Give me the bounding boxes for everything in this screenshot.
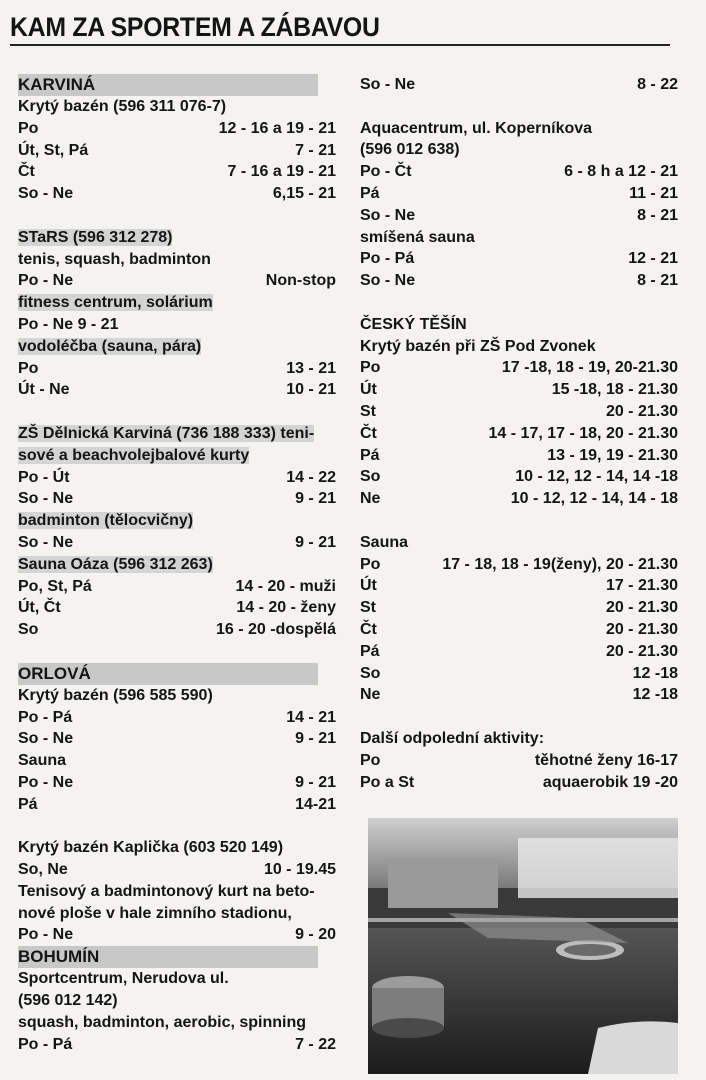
schedule-row: [360, 772, 678, 794]
schedule-hours: 20 - 21.30: [605, 642, 678, 660]
schedule-hours: 9 - 21: [295, 490, 336, 508]
text-line: [18, 423, 336, 445]
schedule-hours: 6,15 - 21: [272, 185, 336, 203]
venue-label: Aquacentrum, ul. Koperníkova: [360, 119, 593, 137]
schedule-days: So - Ne: [18, 533, 74, 551]
schedule-days: Po: [18, 119, 39, 137]
schedule-days: St: [360, 599, 376, 617]
title-divider: [10, 44, 670, 46]
venue-label: ČESKÝ TĚŠÍN: [360, 315, 467, 333]
venue-label: STaRS (596 312 278): [18, 228, 173, 246]
schedule-row: [360, 750, 678, 772]
schedule-row: [360, 357, 678, 379]
schedule-row: [360, 597, 678, 619]
schedule-days: So - Ne: [18, 730, 74, 748]
venue-label: nové ploše v hale zimního stadionu,: [18, 904, 292, 922]
schedule-days: Po: [360, 751, 381, 769]
schedule-row: [18, 794, 336, 816]
schedule-hours: 17 - 21.30: [605, 577, 678, 595]
text-line: [360, 728, 678, 750]
spacer: [360, 292, 678, 314]
schedule-days: Út, St, Pá: [18, 141, 89, 159]
schedule-days: Út, Čt: [18, 599, 61, 617]
schedule-hours: 14 - 17, 17 - 18, 20 - 21.30: [488, 424, 678, 442]
text-line: [18, 96, 336, 118]
schedule-days: Po - Pá: [360, 250, 415, 268]
venue-label: Sauna: [18, 752, 67, 770]
schedule-hours: 8 - 21: [637, 206, 678, 224]
text-line: [360, 532, 678, 554]
schedule-days: So - Ne: [360, 206, 416, 224]
schedule-row: [18, 728, 336, 750]
schedule-row: [18, 707, 336, 729]
text-line: [360, 336, 678, 358]
schedule-row: [360, 74, 678, 96]
schedule-days: Pá: [360, 642, 380, 660]
schedule-hours: 13 - 21: [286, 359, 336, 377]
schedule-row: [360, 445, 678, 467]
schedule-days: Út - Ne: [18, 381, 70, 399]
schedule-hours: 11 - 21: [629, 184, 678, 202]
schedule-hours: 20 - 21.30: [605, 620, 678, 638]
schedule-hours: těhotné ženy 16-17: [534, 751, 678, 769]
schedule-days: So: [18, 621, 39, 639]
left-column: [18, 74, 336, 1055]
schedule-days: Po - Čt: [360, 163, 412, 181]
region-heading-karvina: KARVINÁ: [18, 74, 318, 96]
text-line: [18, 685, 336, 707]
schedule-hours: 12 - 21: [628, 250, 678, 268]
text-line: [360, 314, 678, 336]
schedule-days: Ne: [360, 686, 381, 704]
schedule-row: [18, 859, 336, 881]
schedule-row: [360, 641, 678, 663]
schedule-row: [360, 183, 678, 205]
schedule-days: Po - Út: [18, 468, 70, 486]
schedule-hours: 8 - 22: [637, 76, 678, 93]
schedule-days: So - Ne: [18, 185, 74, 203]
schedule-hours: 12 -18: [632, 664, 678, 682]
schedule-row: [360, 488, 678, 510]
schedule-days: Po - Pá: [18, 708, 73, 726]
page-title: KAM ZA SPORTEM A ZÁBAVOU: [10, 12, 380, 42]
schedule-hours: 15 -18, 18 - 21.30: [551, 381, 678, 399]
pool-photo: [368, 818, 678, 1074]
spacer: [18, 641, 336, 663]
schedule-days: So - Ne: [360, 76, 416, 93]
schedule-row: [18, 270, 336, 292]
schedule-hours: 10 - 12, 12 - 14, 14 - 18: [510, 490, 678, 508]
schedule-row: [18, 379, 336, 401]
schedule-hours: 17 - 18, 18 - 19(ženy), 20 - 21.30: [442, 555, 678, 573]
venue-label: smíšená sauna: [360, 228, 475, 246]
text-line: [18, 1012, 336, 1034]
venue-label: Sauna Oáza (596 312 263): [18, 555, 213, 573]
schedule-days: Po - Ne 9 - 21: [18, 315, 119, 333]
venue-label: Krytý bazén (596 311 076-7): [18, 98, 227, 115]
text-line: [18, 881, 336, 903]
schedule-days: Po: [18, 359, 39, 377]
schedule-hours: 10 - 21: [286, 381, 336, 399]
spacer: [360, 96, 678, 118]
venue-label: tenis, squash, badminton: [18, 250, 211, 268]
spacer: [360, 706, 678, 728]
schedule-row: [18, 532, 336, 554]
schedule-hours: 7 - 16 a 19 - 21: [227, 163, 336, 181]
venue-label: Další odpolední aktivity:: [360, 729, 545, 747]
text-line: [18, 249, 336, 271]
schedule-hours: 20 - 21.30: [605, 599, 678, 617]
schedule-row: [18, 358, 336, 380]
text-line: [18, 227, 336, 249]
schedule-days: So: [360, 664, 381, 682]
schedule-days: Po - Ne: [18, 926, 74, 944]
schedule-row: [360, 205, 678, 227]
schedule-row: [18, 772, 336, 794]
spacer: [18, 401, 336, 423]
schedule-days: Po - Pá: [18, 1035, 73, 1053]
schedule-hours: 9 - 20: [295, 926, 336, 944]
schedule-row: [360, 161, 678, 183]
schedule-row: [360, 554, 678, 576]
schedule-row: [360, 663, 678, 685]
schedule-row: [18, 576, 336, 598]
schedule-days: Čt: [360, 620, 377, 638]
schedule-hours: 14 - 20 - ženy: [236, 599, 336, 617]
schedule-row: [18, 467, 336, 489]
schedule-hours: 14 - 20 - muži: [235, 577, 336, 595]
schedule-days: Čt: [360, 424, 377, 442]
text-line: [360, 118, 678, 140]
schedule-row: [18, 619, 336, 641]
venue-label: ZŠ Dělnická Karviná (736 188 333) teni-: [18, 424, 315, 442]
schedule-hours: 17 -18, 18 - 19, 20-21.30: [501, 359, 678, 377]
schedule-row: [360, 379, 678, 401]
text-line: [360, 227, 678, 249]
text-line: [18, 903, 336, 925]
indoor-pool-image: [368, 818, 678, 1074]
region-heading-orlova: ORLOVÁ: [18, 663, 318, 685]
text-line: [18, 554, 336, 576]
schedule-hours: 14 - 21: [286, 708, 336, 726]
venue-label: Sauna: [360, 533, 409, 551]
schedule-hours: 14-21: [295, 795, 336, 813]
schedule-hours: 8 - 21: [637, 272, 678, 290]
schedule-days: Po: [360, 555, 381, 573]
schedule-hours: 12 -18: [632, 686, 678, 704]
schedule-row: [360, 684, 678, 706]
schedule-row: [18, 161, 336, 183]
schedule-hours: 12 - 16 a 19 - 21: [218, 119, 336, 137]
schedule-days: Pá: [360, 184, 380, 202]
schedule-days: So - Ne: [360, 272, 416, 290]
schedule-hours: 7 - 22: [295, 1035, 336, 1053]
schedule-days: Út: [360, 577, 377, 595]
right-column: [360, 74, 678, 793]
venue-label: badminton (tělocvičny): [18, 512, 194, 530]
venue-label: squash, badminton, aerobic, spinning: [18, 1013, 307, 1031]
schedule-row: [18, 118, 336, 140]
venue-label: Sportcentrum, Nerudova ul.: [18, 970, 229, 988]
schedule-row: [18, 488, 336, 510]
venue-label: vodoléčba (sauna, pára): [18, 337, 202, 355]
schedule-row: [360, 401, 678, 423]
text-line: [18, 510, 336, 532]
schedule-hours: Non-stop: [265, 272, 336, 290]
schedule-row: [360, 619, 678, 641]
schedule-hours: 7 - 21: [295, 141, 336, 159]
schedule-hours: 10 - 12, 12 - 14, 14 -18: [515, 468, 678, 486]
schedule-row: [18, 140, 336, 162]
text-line: [18, 990, 336, 1012]
venue-label: (596 012 142): [18, 992, 118, 1010]
text-line: [360, 139, 678, 161]
schedule-hours: 9 - 21: [295, 533, 336, 551]
schedule-row: [18, 924, 336, 946]
venue-label: Krytý bazén (596 585 590): [18, 686, 213, 704]
schedule-days: So, Ne: [18, 861, 68, 879]
schedule-hours: aquaerobik 19 -20: [542, 773, 678, 791]
schedule-days: Po: [360, 359, 381, 377]
schedule-row: [360, 248, 678, 270]
schedule-row: [360, 270, 678, 292]
schedule-row: [18, 314, 336, 336]
spacer: [18, 816, 336, 838]
schedule-days: Čt: [18, 163, 35, 181]
schedule-row: [18, 597, 336, 619]
schedule-days: Pá: [360, 446, 380, 464]
schedule-row: [18, 183, 336, 205]
spacer: [360, 510, 678, 532]
venue-label: sové a beachvolejbalové kurty: [18, 446, 250, 464]
schedule-hours: 9 - 21: [295, 730, 336, 748]
schedule-hours: 20 - 21.30: [605, 402, 678, 420]
schedule-days: Út: [360, 381, 377, 399]
schedule-row: [360, 466, 678, 488]
venue-label: Krytý bazén při ZŠ Pod Zvonek: [360, 337, 596, 355]
venue-label: fitness centrum, solárium: [18, 294, 213, 312]
schedule-days: So: [360, 468, 381, 486]
schedule-row: [18, 1034, 336, 1056]
schedule-days: Po - Ne: [18, 773, 74, 791]
schedule-days: So - Ne: [18, 490, 74, 508]
text-line: [18, 292, 336, 314]
schedule-days: Po - Ne: [18, 272, 74, 290]
schedule-days: Po, St, Pá: [18, 577, 92, 595]
text-line: [18, 336, 336, 358]
schedule-days: Ne: [360, 490, 381, 508]
region-heading-bohumin: BOHUMÍN: [18, 946, 318, 968]
schedule-hours: 16 - 20 -dospělá: [215, 621, 336, 639]
schedule-days: Pá: [18, 795, 38, 813]
schedule-hours: 14 - 22: [286, 468, 336, 486]
text-line: [18, 750, 336, 772]
schedule-days: St: [360, 402, 376, 420]
schedule-row: [360, 423, 678, 445]
text-line: [18, 968, 336, 990]
schedule-hours: 6 - 8 h a 12 - 21: [564, 163, 678, 181]
venue-label: (596 012 638): [360, 141, 460, 159]
schedule-hours: 10 - 19.45: [263, 861, 336, 879]
venue-label: Krytý bazén Kaplička (603 520 149): [18, 839, 284, 857]
text-line: [18, 445, 336, 467]
text-line: [18, 837, 336, 859]
schedule-hours: 9 - 21: [295, 773, 336, 791]
schedule-days: Po a St: [360, 773, 415, 791]
spacer: [18, 205, 336, 227]
venue-label: Tenisový a badmintonový kurt na beto-: [18, 882, 315, 900]
schedule-row: [360, 575, 678, 597]
schedule-hours: 13 - 19, 19 - 21.30: [547, 446, 678, 464]
